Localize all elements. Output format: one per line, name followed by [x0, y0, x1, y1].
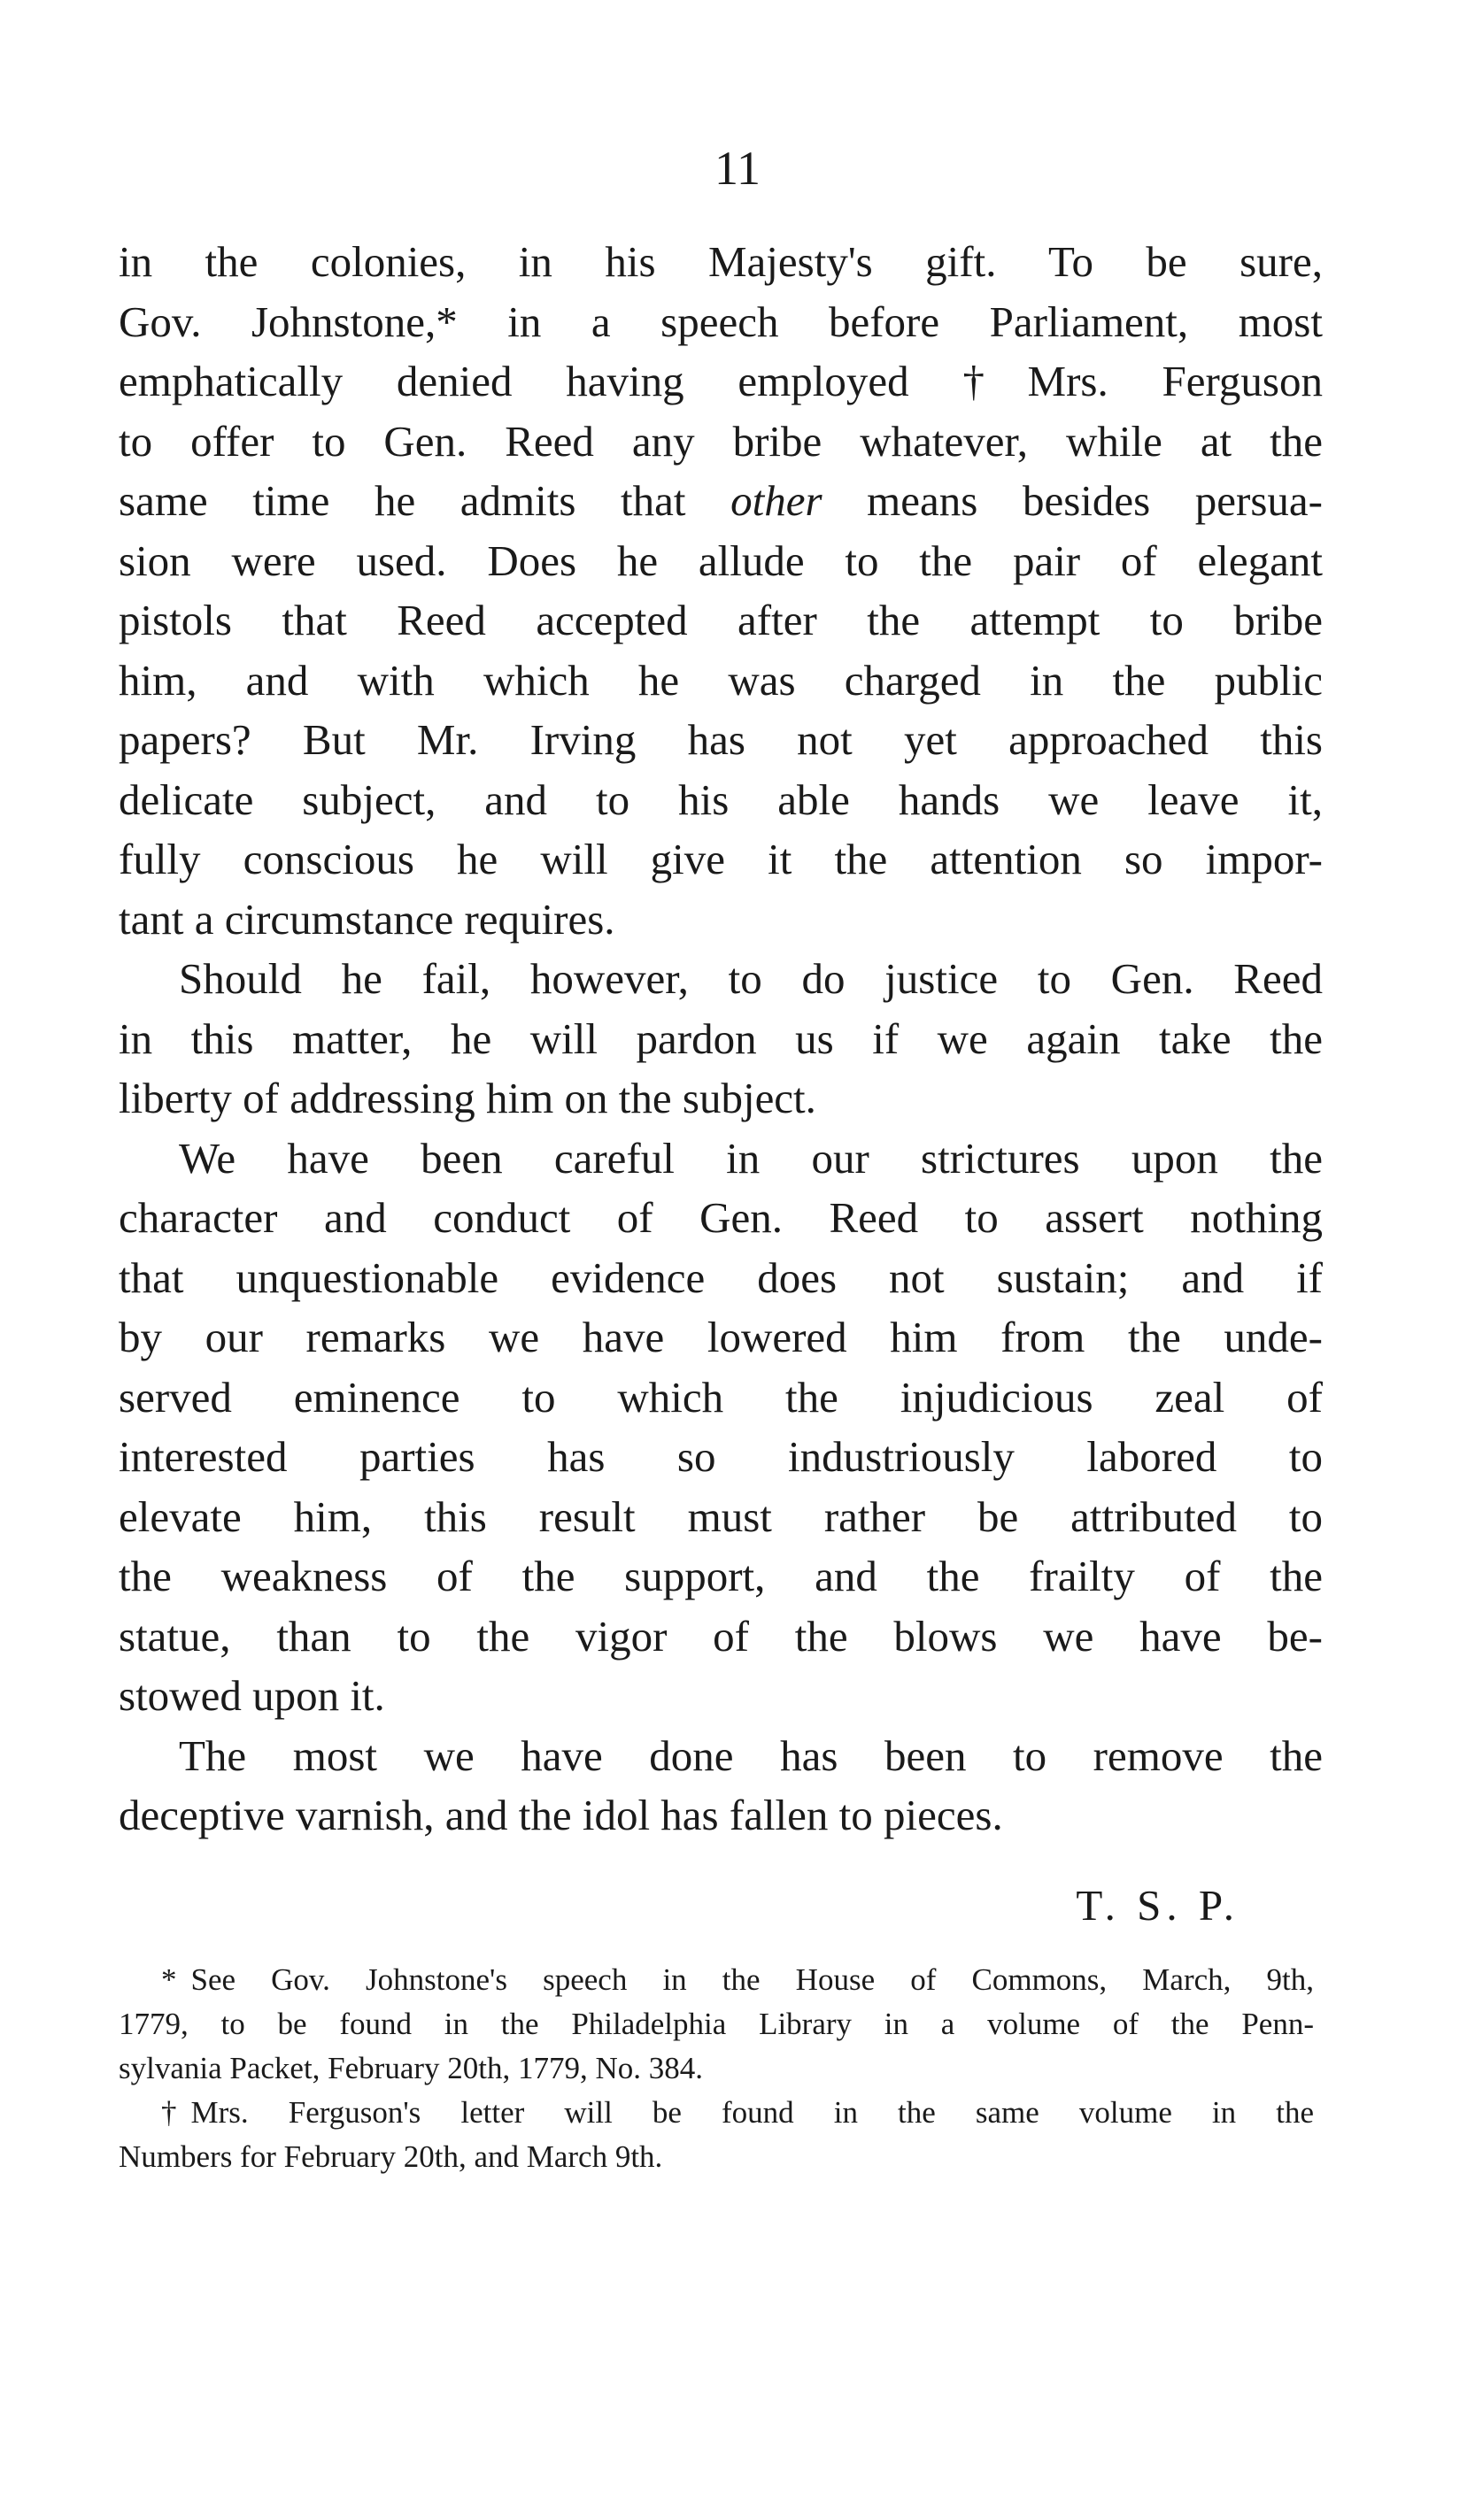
footnote-mark: † — [161, 2095, 177, 2130]
text-segment: means besides persua- — [822, 476, 1323, 525]
text-line: elevate him, this result must rather be attributed to — [119, 1491, 1323, 1541]
page-number: 11 — [714, 142, 761, 195]
text-line: emphatically denied having employed †Mrs. Ferguson — [119, 357, 1323, 405]
text-line: statue, than to the vigor of the blows we have be- — [119, 1611, 1323, 1661]
text-line: delicate subject, and to his able hands we leave it, — [119, 774, 1323, 824]
text-line: interested parties has so industriously labored to — [119, 1432, 1323, 1481]
text-line: the weakness of the support, and the frailty of the — [119, 1552, 1323, 1600]
paragraph-3 — [119, 1129, 1323, 1726]
footnote-text: See Gov. Johnstone's speech in the House of Commons, March, 9th, — [190, 1962, 1314, 1997]
footnote-mark: * — [161, 1962, 177, 1997]
text-line: pistols that Reed accepted after the attempt to bribe — [119, 596, 1323, 644]
text-line: Gov. Johnstone,* in a speech before Parliament, most — [119, 297, 1323, 346]
text-line: by our remarks we have lowered him from the unde- — [119, 1313, 1323, 1361]
text-line: fully conscious he will give it the attention so impor- — [119, 835, 1323, 883]
footnote-line — [119, 2091, 1314, 2135]
text-line: sion were used. Does he allude to the pair of elegant — [119, 536, 1323, 585]
paragraph-4 — [119, 1726, 1323, 1846]
paragraph-1 — [119, 232, 1323, 949]
text-line: in this matter, he will pardon us if we again take the — [119, 1013, 1323, 1063]
text-line: We have been careful in our strictures upon the — [179, 1133, 1323, 1183]
footnote-line: Numbers for February 20th, and March 9th. — [119, 2139, 663, 2174]
text-line: in the colonies, in his Majesty's gift. To be sure, — [119, 237, 1323, 286]
footnote-line: sylvania Packet, February 20th, 1779, No. 384. — [119, 2051, 704, 2085]
body-text — [119, 232, 1323, 1846]
text-line: liberty of addressing him on the subject. — [119, 1074, 816, 1122]
text-line: that unquestionable evidence does not sustain; and if — [119, 1252, 1323, 1302]
footnote-1 — [119, 1958, 1314, 2091]
footnote-2 — [119, 2091, 1314, 2179]
text-line: character and conduct of Gen. Reed to assert nothing — [119, 1193, 1323, 1242]
text-line: Should he fail, however, to do justice to Gen. Reed — [179, 954, 1323, 1003]
signature: T. S. P. — [1076, 1881, 1239, 1930]
text-line: tant a circumstance requires. — [119, 894, 615, 944]
text-line: him, and with which he was charged in the public — [119, 655, 1323, 705]
text-line: to offer to Gen. Reed any bribe whatever, while at the — [119, 416, 1323, 466]
text-line: The most we have done has been to remove the — [179, 1730, 1323, 1780]
italic-word: other — [730, 476, 822, 525]
footnotes — [119, 1958, 1314, 2179]
text-line: stowed upon it. — [119, 1671, 385, 1720]
text-line: served eminence to which the injudicious zeal of — [119, 1372, 1323, 1422]
paragraph-2 — [119, 949, 1323, 1129]
text-segment: same time he admits that — [119, 476, 731, 525]
footnote-text: Mrs. Ferguson's letter will be found in the same volume in the — [190, 2095, 1314, 2130]
text-line: deceptive varnish, and the idol has fallen to pieces. — [119, 1791, 1003, 1839]
text-line: papers? But Mr. Irving has not yet approached this — [119, 715, 1323, 764]
footnote-line: 1779, to be found in the Philadelphia Library in a volume of the Penn- — [119, 2007, 1314, 2041]
text-line — [119, 471, 1323, 531]
footnote-line — [119, 1958, 1314, 2002]
